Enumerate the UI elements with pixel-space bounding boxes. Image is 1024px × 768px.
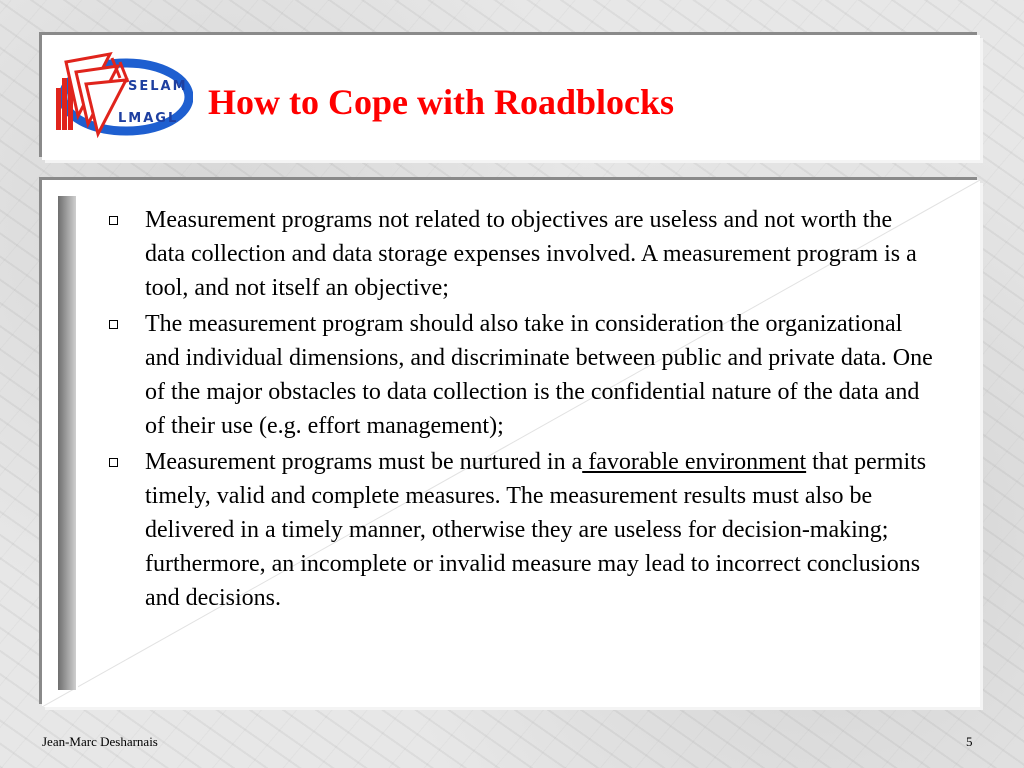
footer-page-number: 5 (966, 734, 973, 749)
logo-top-text: SELAM (128, 79, 188, 94)
bullet-text: The measurement program should also take in consideration the organizational and individual dimensions, and discriminate between public and private data. One of the major obstacles to data collection is the confidential nature of the data and of their use (e.g. effort management); (145, 311, 933, 439)
bullet-item (105, 445, 935, 615)
bullet-underlined-phrase: favorable environment (582, 449, 807, 475)
selam-lmagl-logo (48, 48, 193, 140)
bullet-list (105, 203, 935, 617)
bullet-text-before: Measurement programs must be nurtured in a (145, 449, 583, 475)
bullet-text: Measurement programs not related to objectives are useless and not worth the data collection and data storage expenses involved. A measurement program is a tool, and not itself an objective; (145, 207, 917, 301)
square-bullet-icon (109, 320, 118, 329)
square-bullet-icon (109, 216, 118, 225)
square-bullet-icon (109, 458, 118, 467)
logo-bottom-text: LMAGL (118, 111, 179, 126)
bullet-text-after: that permits timely, valid and complete measures. The measurement results must also be delivered in a timely manner, otherwise they are useless for decision-making; furthermore, an incomplete or invalid measure may lead to incorrect conclusions and decisions. (145, 449, 927, 611)
footer-author: Jean-Marc Desharnais (42, 734, 158, 749)
bullet-item (105, 203, 935, 305)
content-sidebar-bar (58, 196, 78, 690)
bullet-item (105, 307, 935, 443)
slide-title: How to Cope with Roadblocks (208, 82, 675, 122)
